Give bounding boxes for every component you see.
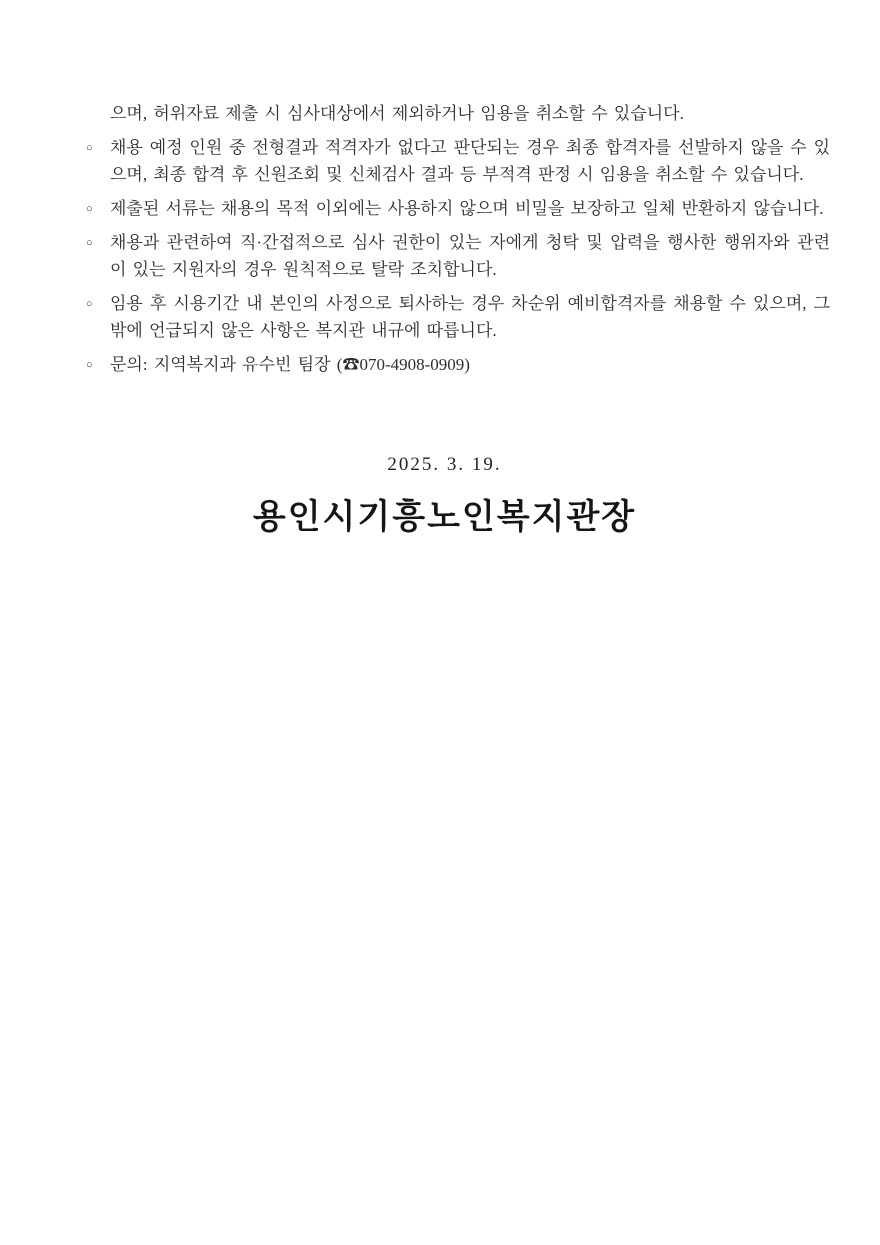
bullet-item-2 [85,195,830,222]
bullet-text: 채용과 관련하여 직·간접적으로 심사 권한이 있는 자에게 청탁 및 압력을 행사한 행위자와 관련이 있는 지원자의 경우 원칙적으로 탈락 조치합니다. [110,233,830,279]
bullet-circle-icon: ○ [86,203,93,215]
bullet-text: 제출된 서류는 채용의 목적 이외에는 사용하지 않으며 비밀을 보장하고 일체 반환하지 않습니다. [110,199,824,218]
bullet-circle-icon: ○ [86,298,93,310]
bullet-item-3 [85,229,830,283]
document-date: 2025. 3. 19. [387,454,502,475]
bullet-item-4 [85,290,830,344]
bullet-item-5 [85,351,830,378]
bullet-text: 채용 예정 인원 중 전형결과 적격자가 없다고 판단되는 경우 최종 합격자를 선발하지 않을 수 있으며, 최종 합격 후 신원조회 및 신체검사 결과 등 부적격 판정 시 임용을 취소할 수 있습니다. [110,138,830,184]
bullet-item-1 [85,134,830,188]
paragraph-continuation: 으며, 허위자료 제출 시 심사대상에서 제외하거나 임용을 취소할 수 있습니다. [110,104,684,123]
bullet-circle-icon: ○ [86,237,93,249]
signature-title: 용인시기흥노인복지관장 [252,499,637,536]
bullet-circle-icon: ○ [86,359,93,371]
bullet-text: 문의: 지역복지과 유수빈 팀장 (☎070-4908-0909) [110,355,470,374]
bullet-circle-icon: ○ [86,142,93,154]
bullet-text: 임용 후 시용기간 내 본인의 사정으로 퇴사하는 경우 차순위 예비합격자를 채용할 수 있으며, 그 밖에 언급되지 않은 사항은 복지관 내규에 따릅니다. [110,294,830,340]
document-body [85,100,830,538]
